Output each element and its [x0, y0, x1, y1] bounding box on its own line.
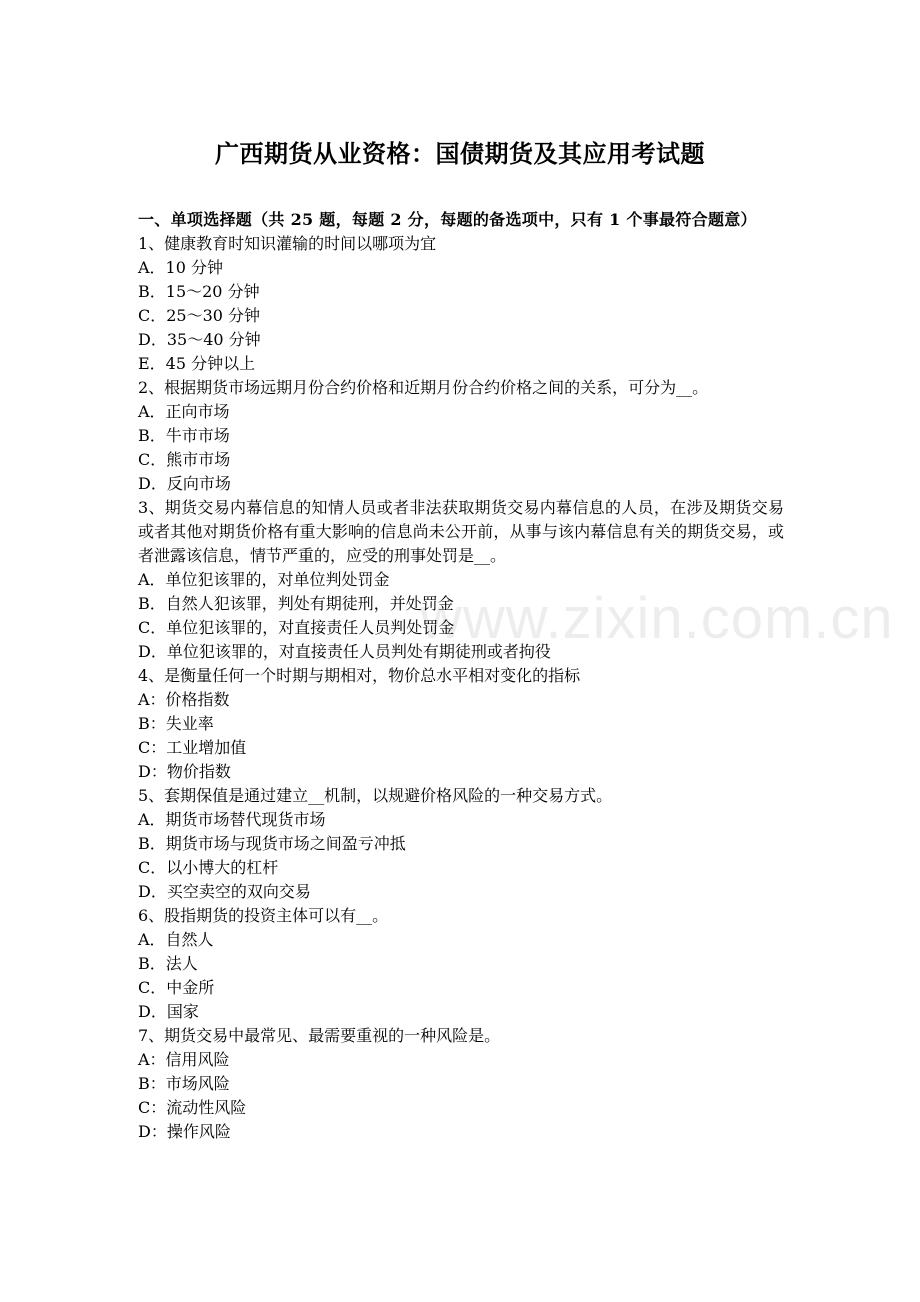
question-stem: 3、期货交易内幕信息的知情人员或者非法获取期货交易内幕信息的人员，在涉及期货交易或者其他对期货价格有重大影响的信息尚未公开前，从事与该内幕信息有关的期货交易，或者泄露该信息，情节严重的，应受的刑事处罚是__。 — [138, 498, 784, 565]
option-a: A．单位犯该罪的，对单位判处罚金 — [138, 570, 390, 589]
option-c: C．中金所 — [138, 978, 215, 997]
option-c: C．25～30 分钟 — [138, 306, 261, 325]
question-3 — [138, 496, 784, 664]
option-c: C：工业增加值 — [138, 738, 247, 757]
document-body — [138, 208, 784, 1144]
option-b: B．牛市市场 — [138, 426, 230, 445]
option-a: A．自然人 — [138, 930, 214, 949]
option-d: D．国家 — [138, 1002, 199, 1021]
option-d: D．35～40 分钟 — [138, 330, 261, 349]
question-stem: 5、套期保值是通过建立__机制，以规避价格风险的一种交易方式。 — [138, 786, 613, 805]
option-d: D．买空卖空的双向交易 — [138, 882, 311, 901]
question-stem: 1、健康教育时知识灌输的时间以哪项为宜 — [138, 234, 437, 253]
option-a: A：价格指数 — [138, 690, 230, 709]
section-heading: 一、单项选择题（共 25 题，每题 2 分，每题的备选项中，只有 1 个事最符合题意） — [138, 210, 757, 229]
question-stem: 6、股指期货的投资主体可以有__。 — [138, 906, 389, 925]
option-d: D：物价指数 — [138, 762, 231, 781]
option-d: D：操作风险 — [138, 1122, 231, 1141]
watermark: www.zixin.com.cn — [420, 586, 894, 651]
option-d: D．反向市场 — [138, 474, 231, 493]
option-b: B．15～20 分钟 — [138, 282, 260, 301]
option-a: A．10 分钟 — [138, 258, 224, 277]
document-title: 广西期货从业资格：国债期货及其应用考试题 — [215, 140, 705, 168]
option-a: A：信用风险 — [138, 1050, 230, 1069]
option-c: C．熊市市场 — [138, 450, 231, 469]
question-stem: 7、期货交易中最常见、最需要重视的一种风险是。 — [138, 1026, 501, 1045]
question-5 — [138, 784, 784, 904]
question-1 — [138, 232, 784, 376]
question-6 — [138, 904, 784, 1024]
question-7 — [138, 1024, 784, 1144]
option-d: D．单位犯该罪的，对直接责任人员判处有期徒刑或者拘役 — [138, 642, 551, 661]
option-e: E．45 分钟以上 — [138, 354, 256, 373]
question-2 — [138, 376, 784, 496]
option-a: A．期货市场替代现货市场 — [138, 810, 326, 829]
option-c: C．以小博大的杠杆 — [138, 858, 279, 877]
option-a: A．正向市场 — [138, 402, 230, 421]
option-b: B．法人 — [138, 954, 198, 973]
question-stem: 4、是衡量任何一个时期与期相对，物价总水平相对变化的指标 — [138, 666, 581, 685]
question-4 — [138, 664, 784, 784]
option-b: B．期货市场与现货市场之间盈亏冲抵 — [138, 834, 406, 853]
option-b: B：失业率 — [138, 714, 214, 733]
option-b: B．自然人犯该罪，判处有期徒刑，并处罚金 — [138, 594, 454, 613]
question-stem: 2、根据期货市场远期月份合约价格和近期月份合约价格之间的关系，可分为__。 — [138, 378, 709, 397]
option-c: C．单位犯该罪的，对直接责任人员判处罚金 — [138, 618, 455, 637]
option-b: B：市场风险 — [138, 1074, 230, 1093]
option-c: C：流动性风险 — [138, 1098, 247, 1117]
